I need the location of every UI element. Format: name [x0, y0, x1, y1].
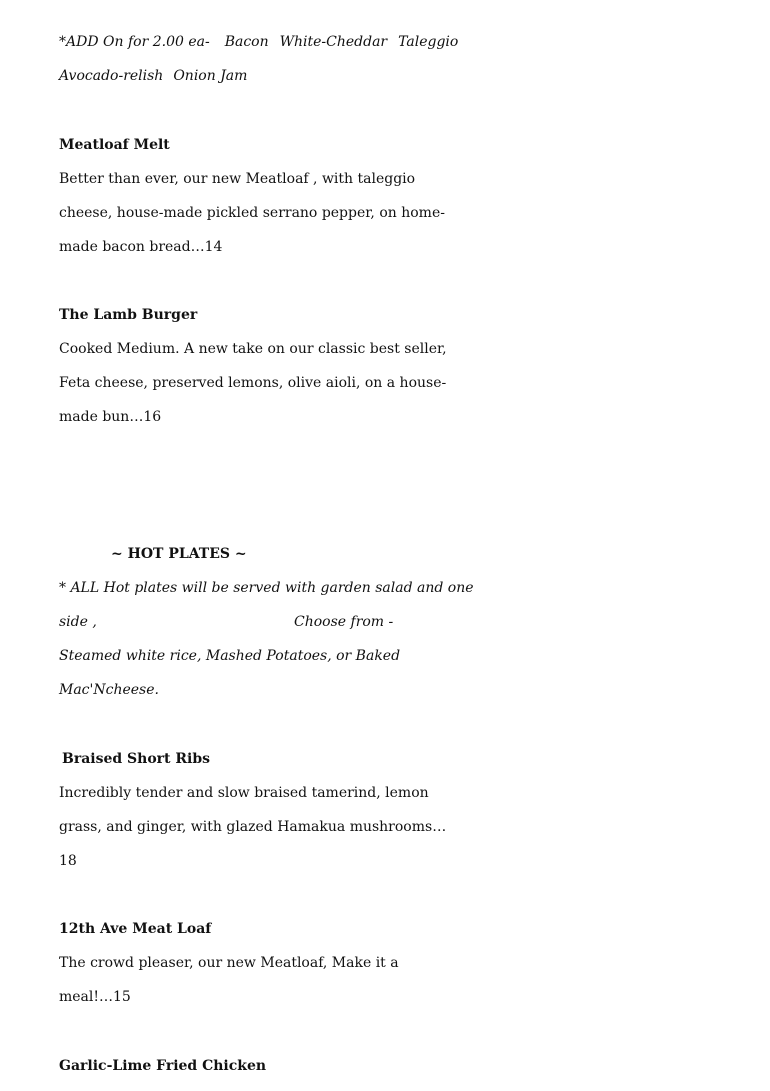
addon-white-cheddar: White-Cheddar [279, 34, 388, 50]
meat-loaf-title: 12th Ave Meat Loaf [59, 921, 212, 937]
addons-prefix: *ADD On for 2.00 ea- [59, 34, 210, 50]
meatloaf-melt-desc-1: Better than ever, our new Meatloaf , with taleggio [59, 171, 416, 187]
lamb-burger-desc-2: Feta cheese, preserved lemons, olive aioli, on a house- [59, 375, 447, 391]
addon-avocado-relish: Avocado-relish [59, 68, 164, 84]
hot-plates-note-2a: side , [59, 614, 97, 630]
meatloaf-melt-title: Meatloaf Melt [59, 137, 170, 153]
meat-loaf-desc-2: meal!…15 [59, 989, 131, 1005]
addon-onion-jam: Onion Jam [173, 68, 248, 84]
lamb-burger-desc-1: Cooked Medium. A new take on our classic best seller, [59, 341, 447, 357]
short-ribs-desc-3: 18 [59, 853, 77, 869]
short-ribs-desc-2: grass, and ginger, with glazed Hamakua mushrooms… [59, 819, 447, 835]
addons-line-2 [59, 66, 247, 86]
short-ribs-title: Braised Short Ribs [62, 751, 211, 767]
fried-chicken-title: Garlic-Lime Fried Chicken [59, 1058, 267, 1074]
hot-plates-note-2b: Choose from - [294, 614, 394, 630]
hot-plates-heading-text: HOT PLATES [127, 546, 230, 562]
heading-tilde-left: ~ [111, 546, 128, 562]
hot-plates-heading [111, 544, 247, 564]
meatloaf-melt-desc-3: made bacon bread…14 [59, 239, 223, 255]
hot-plates-note-4: Mac'Ncheese. [59, 682, 159, 698]
meatloaf-melt-desc-2: cheese, house-made pickled serrano pepper, on home- [59, 205, 445, 221]
lamb-burger-title: The Lamb Burger [59, 307, 198, 323]
addons-line-1 [59, 32, 458, 52]
hot-plates-note-1: * ALL Hot plates will be served with garden salad and one [59, 580, 474, 596]
meat-loaf-desc-1: The crowd pleaser, our new Meatloaf, Make it a [59, 955, 399, 971]
addon-bacon: Bacon [224, 34, 269, 50]
heading-tilde-right: ~ [230, 546, 247, 562]
lamb-burger-desc-3: made bun…16 [59, 409, 162, 425]
addon-taleggio: Taleggio [398, 34, 459, 50]
hot-plates-note-3: Steamed white rice, Mashed Potatoes, or Baked [59, 648, 401, 664]
short-ribs-desc-1: Incredibly tender and slow braised tamerind, lemon [59, 785, 429, 801]
